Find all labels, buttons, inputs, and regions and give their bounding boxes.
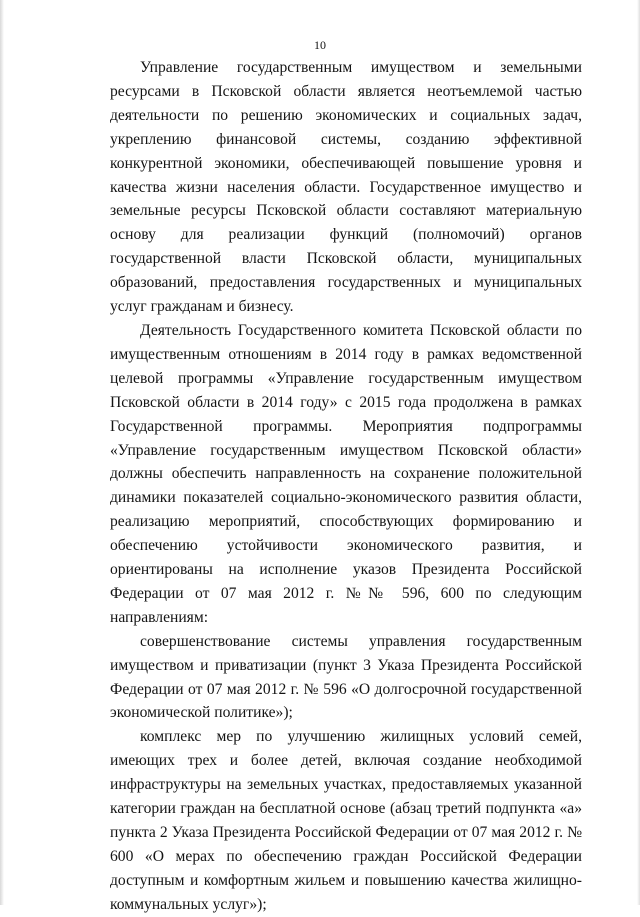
paragraph-housing-direction: комплекс мер по улучшению жилищных условий семей, имеющих трех и более детей, включая создание необходимой инфраструктуры на земельных участках, предоставляемых указанной категории граждан на бесплатной основе (абзац третий подпункта «а» пункта 2 Указа Президента Российской Федерации от 07 мая 2012 г. № 600 «О мерах по обеспечению граждан Российской Федерации доступным и комфортным жильем и повышению качества жилищно-коммунальных услуг»);: [110, 728, 582, 913]
page-number: 10: [314, 38, 326, 52]
scan-edge-left: [0, 0, 4, 905]
document-body: [110, 56, 582, 917]
paragraph-committee-activity: Деятельность Государственного комитета Псковской области по имущественным отношениям в 2014 году в рамках ведомственной целевой программы «Управление государственным имуществом Псковской области в 2014 году» с 2015 года продолжена в рамках Государственной программы. Мероприятия подпрограммы «Управление государственным имуществом Псковской области» должны обеспечить направленность на сохранение положительной динамики показателей социально-экономического развития области, реализацию мероприятий, способствующих формированию и обеспечению устойчивости экономического развития, и ориентированы на исполнение указов Президента Российской Федерации от 07 мая 2012 г. №№ 596, 600 по следующим направлениям:: [110, 321, 582, 626]
paragraph-privatization-direction: совершенствование системы управления государственным имуществом и приватизации (пункт 3 Указа Президента Российской Федерации от 07 мая 2012 г. № 596 «О долгосрочной государственной экономической политике»);: [110, 632, 582, 722]
paragraph-property-management: Управление государственным имуществом и земельными ресурсами в Псковской области является неотъемлемой частью деятельности по решению экономических и социальных задач, укреплению финансовой системы, созданию эффективной конкурентной экономики, обеспечивающей повышение уровня и качества жизни населения области. Государственное имущество и земельные ресурсы Псковской области составляют материальную основу для реализации функций (полномочий) органов государственной власти Псковской области, муниципальных образований, предоставления государственных и муниципальных услуг гражданам и бизнесу.: [110, 59, 582, 316]
